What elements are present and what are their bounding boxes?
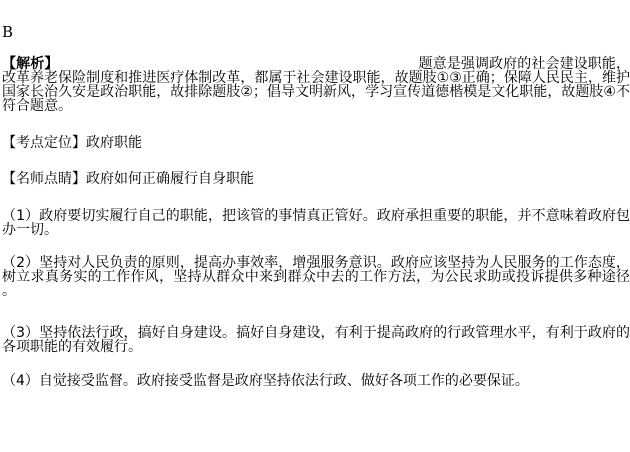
exam-point-heading: 【考点定位】 <box>2 135 86 151</box>
exam-point-body-text: 政府职能 <box>86 135 142 151</box>
tip-point-4: （4）自觉接受监督。政府接受监督是政府坚持依法行政、做好各项工作的必要保证。 <box>2 373 529 389</box>
tip-point-3: （3）坚持依法行政，搞好自身建设。搞好自身建设，有利于提高政府的行政管理水平，有利于政府的各项职能的有效履行。 <box>2 325 630 355</box>
exam-point-line <box>2 136 630 150</box>
analysis-body-text: 题意是强调政府的社会建设职能，改革养老保险制度和推进医疗体制改革，都属于社会建设职能，故题肢①③正确；保障人民民主，维护国家长治久安是政治职能，故排除题肢②；倡导文明新风，学习宣传道德楷模是文化职能，故题肢④不符合题意。 <box>2 56 630 114</box>
teacher-tips-heading: 【名师点睛】 <box>2 171 86 187</box>
exam-solution-document <box>0 24 630 452</box>
tip-point-1: （1）政府要切实履行自己的职能，把该管的事情真正管好。政府承担重要的职能，并不意味着政府包办一切。 <box>2 208 630 238</box>
teacher-tips-title-text: 政府如何正确履行自身职能 <box>86 171 254 187</box>
analysis-heading: 【解析】 <box>2 56 59 72</box>
analysis-paragraph <box>2 57 630 113</box>
teacher-tips-title-line <box>2 172 630 186</box>
answer-letter: B <box>2 23 14 41</box>
analysis-gap-spacer <box>58 67 418 68</box>
tip-point-2: （2）坚持对人民负责的原则，提高办事效率，增强服务意识。政府应该坚持为人民服务的工作态度，树立求真务实的工作作风，坚持从群众中来到群众中去的工作方法，为公民求助或投诉提供多种途径。 <box>2 255 630 299</box>
